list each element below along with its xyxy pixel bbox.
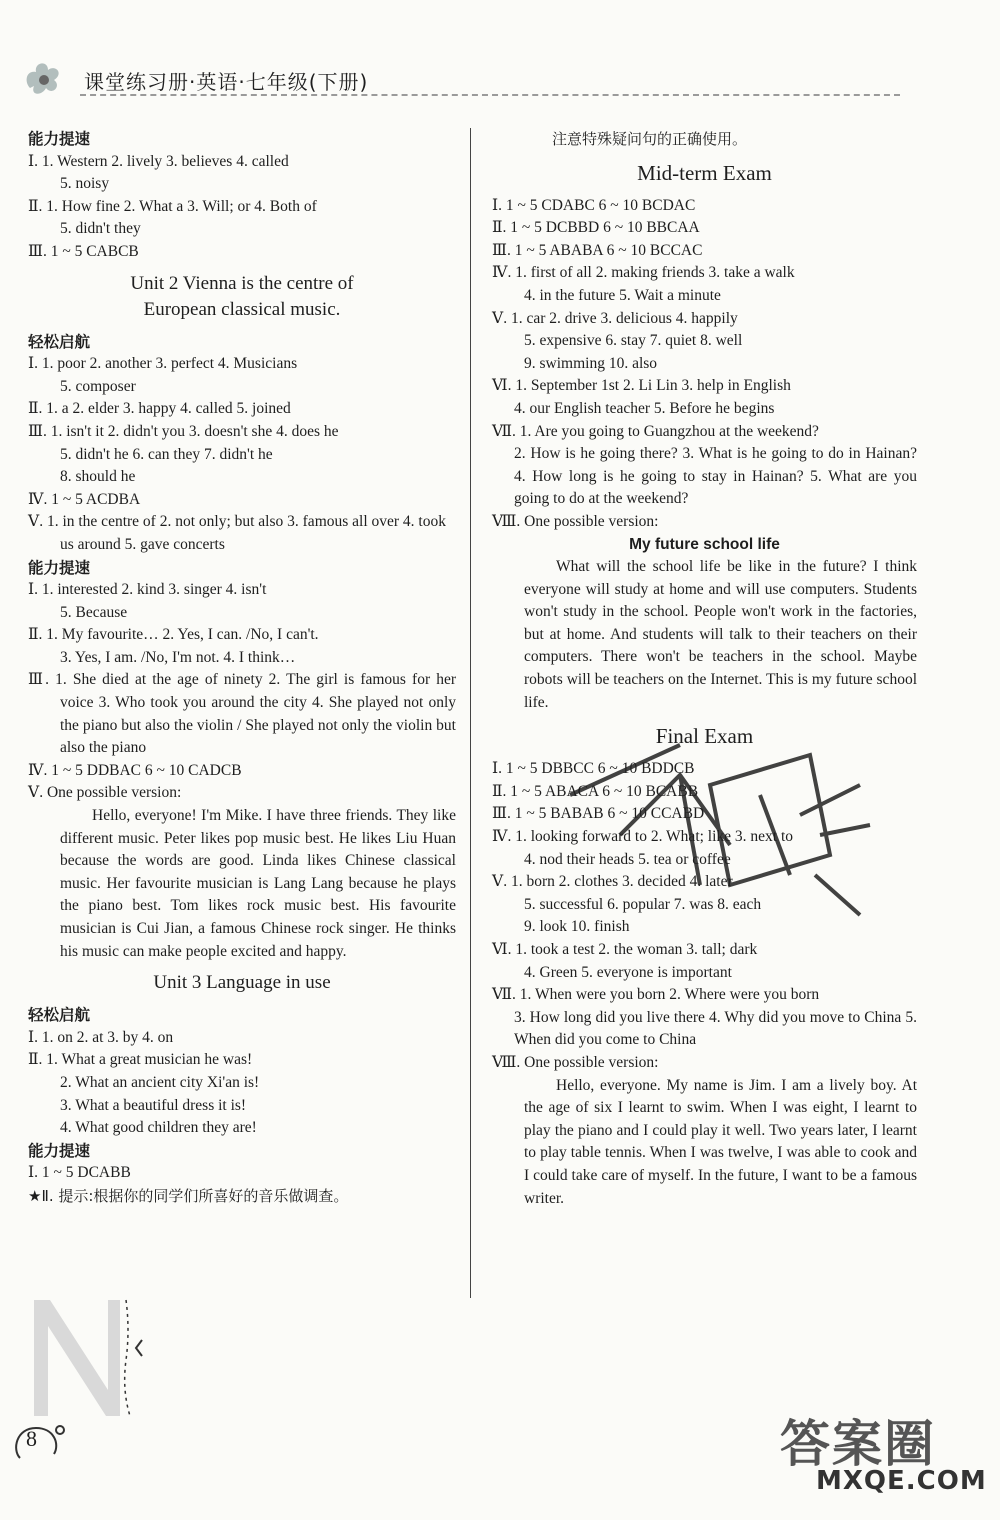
answer-line: Ⅰ. 1. Western 2. lively 3. believes 4. called (28, 152, 289, 170)
answer-line: Ⅵ. 1. took a test 2. the woman 3. tall; dark (492, 941, 758, 958)
answer-line: Ⅲ. 1 ~ 5 ABABA 6 ~ 10 BCCAC (492, 241, 703, 259)
answer-line: Ⅳ. 1. first of all 2. making friends 3. take a walk (492, 264, 795, 282)
answer-line: Ⅱ. 1. My favourite… 2. Yes, I can. /No, I can't. (28, 626, 319, 644)
decorative-letter-n-icon (30, 1290, 150, 1420)
answer-line: Ⅴ. One possible version: (28, 784, 182, 802)
answer-line: 5. Because (60, 603, 128, 621)
essay-title: My future school life (629, 535, 780, 553)
unit-title-line: European classical music. (143, 298, 341, 320)
section-heading: 轻松启航 (28, 1006, 91, 1025)
answer-line: 4. our English teacher 5. Before he begins (514, 399, 775, 417)
answer-line: Ⅳ. 1. looking forward to 2. What; like 3. next to (492, 828, 794, 846)
answer-line: 5. expensive 6. stay 7. quiet 8. well (524, 332, 743, 350)
answer-line: 3. Yes, I am. /No, I'm not. 4. I think… (60, 648, 296, 666)
left-column (28, 128, 456, 1208)
sample-essay (28, 805, 456, 963)
header-dashed-rule (80, 94, 900, 96)
page-header (20, 50, 900, 100)
section-heading: 轻松启航 (28, 332, 91, 351)
answer-line: Ⅴ. 1. born 2. clothes 3. decided 4. later (492, 873, 733, 891)
answer-line: 9. swimming 10. also (524, 354, 658, 372)
answer-line: 4. in the future 5. Wait a minute (524, 286, 721, 304)
answer-line: Ⅳ. 1 ~ 5 DDBAC 6 ~ 10 CADCB (28, 761, 242, 779)
answer-line: Ⅱ. 1 ~ 5 ABACA 6 ~ 10 BCABB (492, 782, 699, 800)
answer-line: 4. Green 5. everyone is important (524, 963, 732, 981)
answer-line: Ⅵ. 1. September 1st 2. Li Lin 3. help in English (492, 377, 791, 395)
answer-line: Ⅶ. 1. When were you born 2. Where were you born (492, 986, 820, 1004)
unit-2-title (28, 271, 456, 323)
answer-line: Ⅴ. 1. car 2. drive 3. delicious 4. happily (492, 309, 738, 327)
answer-line: Ⅱ. 1. How fine 2. What a 3. Will; or 4. Both of (28, 197, 317, 215)
answer-line: 2. What an ancient city Xi'an is! (60, 1073, 260, 1091)
sample-essay (492, 1075, 917, 1211)
answer-line: 8. should he (60, 468, 136, 486)
flower-logo-icon (22, 58, 66, 98)
answer-line: 9. look 10. finish (524, 918, 630, 936)
answer-line: Ⅲ. 1. She died at the age of ninety 2. The girl is famous for her voice 3. Who took you around the city 4. She played not only the piano but also the violin / She played not only the violin but also the piano (28, 671, 456, 757)
section-heading: 能力提速 (28, 558, 91, 577)
answer-line: Ⅲ. 1 ~ 5 CABCB (28, 242, 139, 260)
page-number: 8 (26, 1426, 37, 1451)
answer-line: 3. How long did you live there 4. Why did you move to China 5. When did you come to China (514, 1008, 917, 1049)
watermark-url: MXQE.COM (816, 1466, 987, 1496)
answer-line: 3. What a beautiful dress it is! (60, 1096, 247, 1114)
answer-line: Ⅴ. 1. in the centre of 2. not only; but also 3. famous all over 4. took us around 5. gave concerts (28, 513, 446, 553)
final-exam-title: Final Exam (655, 724, 754, 749)
column-divider (470, 128, 471, 1298)
right-column (492, 128, 917, 1210)
page-number-ornament-icon (10, 1420, 70, 1464)
answer-line: Ⅷ. One possible version: (492, 512, 659, 530)
header-title: 课堂练习册·英语·七年级(下册) (84, 70, 369, 94)
answer-line: Ⅱ. 1. a 2. elder 3. happy 4. called 5. joined (28, 400, 291, 418)
section-heading: 能力提速 (28, 130, 91, 148)
midterm-exam-title: Mid-term Exam (637, 160, 772, 185)
answer-line: Ⅲ. 1 ~ 5 BABAB 6 ~ 10 CCABD (492, 805, 705, 823)
essay-text: Hello, everyone. My name is Jim. I am a lively boy. At the age of six I learnt to swim. When I was eight, I learnt to play the piano and I could play it well. Two years later, I learnt to play table tennis. When I was twelve, I was able to cook and I could take care of myself. In the future, I want to be a famous writer. (524, 1076, 917, 1207)
site-watermark (770, 1400, 990, 1510)
answer-line: Ⅶ. 1. Are you going to Guangzhou at the weekend? (492, 422, 819, 440)
answer-line: 5. didn't they (60, 220, 141, 238)
answer-line: Ⅰ. 1. poor 2. another 3. perfect 4. Musicians (28, 355, 298, 373)
answer-line: Ⅱ. 1 ~ 5 DCBBD 6 ~ 10 BBCAA (492, 219, 700, 237)
answer-line: 5. noisy (60, 175, 110, 193)
note-line: 注意特殊疑问句的正确使用。 (552, 130, 748, 148)
answer-line: Ⅰ. 1 ~ 5 DCABB (28, 1164, 131, 1182)
watermark-chinese-logo: 答案圈 (780, 1415, 936, 1473)
answer-line: Ⅰ. 1. on 2. at 3. by 4. on (28, 1028, 174, 1046)
answer-line: 4. What good children they are! (60, 1119, 257, 1137)
answer-line: 5. composer (60, 377, 136, 395)
hint-line: ★Ⅱ. 提示:根据你的同学们所喜好的音乐做调查。 (28, 1186, 349, 1205)
answer-line: Ⅰ. 1. interested 2. kind 3. singer 4. isn't (28, 581, 267, 599)
essay-text: Hello, everyone! I'm Mike. I have three friends. They like different music. Peter likes pop music best. He likes Liu Huan because the words are good. Linda likes Chinese classical music. Her favourite musician is Lang Lang because he plays the piano best. Tom likes rock music best. His favourite musician is Cui Jian, a famous Chinese rock singer. He thinks his music can make people excited and happy. (60, 807, 456, 960)
answer-line: 4. nod their heads 5. tea or coffee (524, 850, 731, 868)
answer-line: Ⅲ. 1. isn't it 2. didn't you 3. doesn't she 4. does he (28, 422, 339, 440)
answer-line: Ⅳ. 1 ~ 5 ACDBA (28, 490, 141, 508)
answer-line: Ⅰ. 1 ~ 5 CDABC 6 ~ 10 BCDAC (492, 196, 696, 214)
page-number-badge (10, 1420, 70, 1464)
answer-line: 5. didn't he 6. can they 7. didn't he (60, 445, 273, 463)
answer-line: Ⅷ. One possible version: (492, 1053, 659, 1071)
answer-line: 2. How is he going there? 3. What is he going to do in Hainan? 4. How long is he going to stay in Hainan? 5. What are you going to do at the weekend? (514, 445, 917, 508)
sample-essay (492, 556, 917, 714)
unit-title-line: Unit 2 Vienna is the centre of (130, 272, 354, 294)
section-heading: 能力提速 (28, 1141, 91, 1160)
answer-line: 5. successful 6. popular 7. was 8. each (524, 895, 762, 913)
answer-line: Ⅰ. 1 ~ 5 DBBCC 6 ~ 10 BDDCB (492, 760, 695, 778)
answer-line: Ⅱ. 1. What a great musician he was! (28, 1051, 253, 1069)
essay-text: What will the school life be like in the future? I think everyone will study at home and will use computers. Students won't study in the school. People won't work in the factories, but at home. And students will talk to their teachers on their computers. There won't be teachers in the school. Maybe robots will be teachers on the Internet. This is my future school life. (524, 558, 917, 711)
unit-3-title: Unit 3 Language in use (153, 972, 331, 994)
